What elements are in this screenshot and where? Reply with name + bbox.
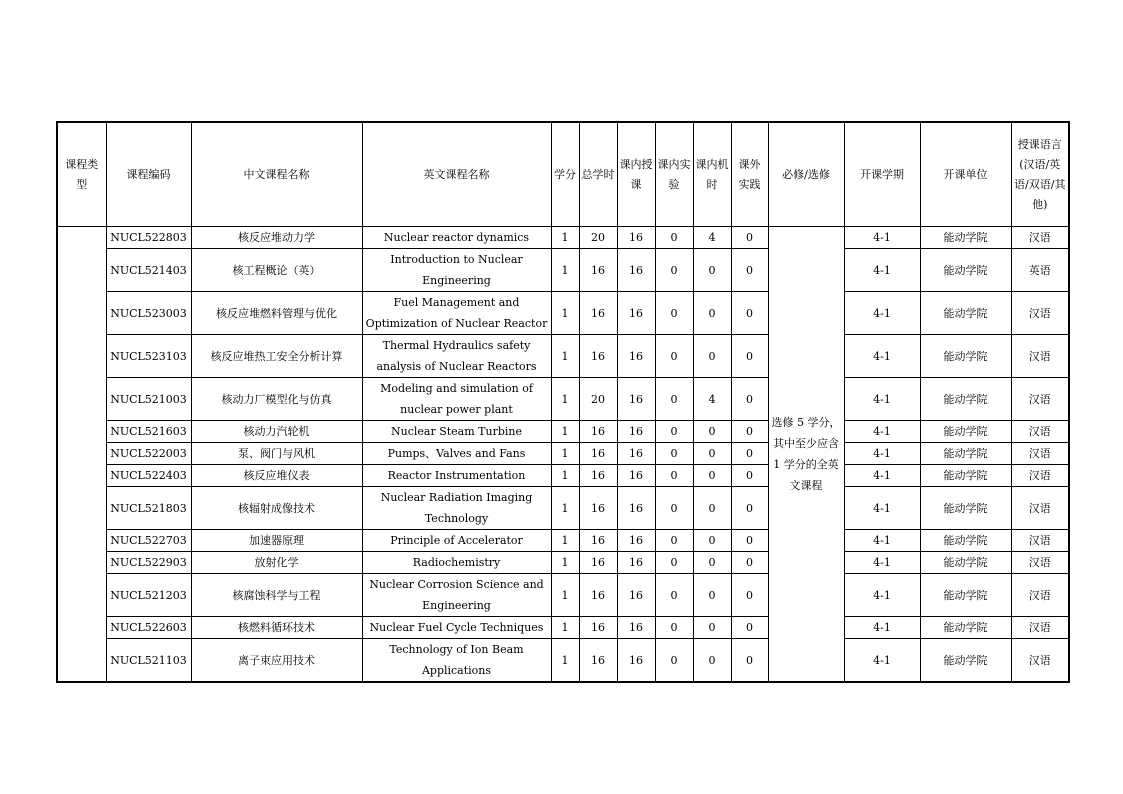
course-language: 汉语 [1011,552,1069,574]
course-code: NUCL522803 [106,227,191,249]
course-lab-hours: 0 [655,443,693,465]
course-lecture-hours: 16 [617,552,655,574]
table-row [57,227,1069,249]
course-lab-hours: 0 [655,487,693,530]
course-lecture-hours: 16 [617,292,655,335]
course-total-hours: 16 [579,421,617,443]
course-practice-hours: 0 [731,465,768,487]
course-semester: 4-1 [844,639,920,683]
course-practice-hours: 0 [731,227,768,249]
course-computer-hours: 0 [693,335,731,378]
course-computer-hours: 0 [693,639,731,683]
course-language: 汉语 [1011,421,1069,443]
course-practice-hours: 0 [731,443,768,465]
course-lab-hours: 0 [655,227,693,249]
course-cn-name: 核工程概论（英） [191,249,362,292]
header-total-hours: 总学时 [579,122,617,227]
course-language: 汉语 [1011,227,1069,249]
course-cn-name: 离子束应用技术 [191,639,362,683]
course-dept: 能动学院 [920,421,1011,443]
course-en-name: Modeling and simulation of nuclear power plant [362,378,551,421]
course-total-hours: 16 [579,552,617,574]
course-cn-name: 放射化学 [191,552,362,574]
course-semester: 4-1 [844,335,920,378]
course-language: 汉语 [1011,335,1069,378]
table-row [57,552,1069,574]
course-practice-hours: 0 [731,378,768,421]
course-code: NUCL521003 [106,378,191,421]
table-row [57,639,1069,683]
course-language: 汉语 [1011,465,1069,487]
course-lab-hours: 0 [655,530,693,552]
course-language: 汉语 [1011,487,1069,530]
course-cn-name: 核腐蚀科学与工程 [191,574,362,617]
course-language: 汉语 [1011,530,1069,552]
course-lab-hours: 0 [655,617,693,639]
table-row [57,421,1069,443]
header-credit: 学分 [551,122,579,227]
course-lecture-hours: 16 [617,617,655,639]
course-en-name: Principle of Accelerator [362,530,551,552]
header-cn-name: 中文课程名称 [191,122,362,227]
header-row [57,122,1069,227]
course-total-hours: 16 [579,530,617,552]
course-en-name: Radiochemistry [362,552,551,574]
course-practice-hours: 0 [731,552,768,574]
course-total-hours: 16 [579,465,617,487]
course-language: 汉语 [1011,292,1069,335]
course-total-hours: 16 [579,335,617,378]
course-lab-hours: 0 [655,249,693,292]
course-semester: 4-1 [844,552,920,574]
course-computer-hours: 0 [693,552,731,574]
course-semester: 4-1 [844,617,920,639]
course-total-hours: 16 [579,617,617,639]
course-dept: 能动学院 [920,249,1011,292]
course-total-hours: 16 [579,487,617,530]
course-dept: 能动学院 [920,292,1011,335]
course-code: NUCL521803 [106,487,191,530]
course-cn-name: 核反应堆动力学 [191,227,362,249]
course-lecture-hours: 16 [617,465,655,487]
table-row [57,530,1069,552]
course-en-name: Nuclear Radiation Imaging Technology [362,487,551,530]
course-semester: 4-1 [844,292,920,335]
course-credit: 1 [551,552,579,574]
course-computer-hours: 0 [693,421,731,443]
course-dept: 能动学院 [920,617,1011,639]
course-lecture-hours: 16 [617,487,655,530]
course-practice-hours: 0 [731,487,768,530]
course-computer-hours: 0 [693,465,731,487]
course-credit: 1 [551,639,579,683]
course-dept: 能动学院 [920,552,1011,574]
course-semester: 4-1 [844,378,920,421]
course-credit: 1 [551,378,579,421]
course-practice-hours: 0 [731,249,768,292]
header-req-type: 必修/选修 [768,122,844,227]
course-language: 汉语 [1011,617,1069,639]
course-practice-hours: 0 [731,292,768,335]
course-practice-hours: 0 [731,617,768,639]
course-credit: 1 [551,227,579,249]
course-en-name: Reactor Instrumentation [362,465,551,487]
course-language: 汉语 [1011,639,1069,683]
course-semester: 4-1 [844,421,920,443]
course-lecture-hours: 16 [617,639,655,683]
course-code: NUCL521103 [106,639,191,683]
table-row [57,443,1069,465]
header-lecture-hours: 课内授课 [617,122,655,227]
header-dept: 开课单位 [920,122,1011,227]
course-credit: 1 [551,421,579,443]
course-lab-hours: 0 [655,335,693,378]
course-code: NUCL521203 [106,574,191,617]
course-total-hours: 16 [579,249,617,292]
course-lecture-hours: 16 [617,249,655,292]
course-en-name: Technology of Ion Beam Applications [362,639,551,683]
course-computer-hours: 4 [693,378,731,421]
course-semester: 4-1 [844,443,920,465]
course-code: NUCL522403 [106,465,191,487]
header-computer-hours: 课内机时 [693,122,731,227]
course-lab-hours: 0 [655,639,693,683]
header-practice-hours: 课外实践 [731,122,768,227]
table-row [57,617,1069,639]
course-computer-hours: 4 [693,227,731,249]
course-lab-hours: 0 [655,465,693,487]
course-table [56,121,1070,683]
course-semester: 4-1 [844,227,920,249]
course-practice-hours: 0 [731,421,768,443]
course-lecture-hours: 16 [617,421,655,443]
course-credit: 1 [551,443,579,465]
course-dept: 能动学院 [920,574,1011,617]
course-en-name: Nuclear Corrosion Science and Engineering [362,574,551,617]
course-semester: 4-1 [844,574,920,617]
course-dept: 能动学院 [920,443,1011,465]
course-dept: 能动学院 [920,487,1011,530]
course-code: NUCL522903 [106,552,191,574]
course-computer-hours: 0 [693,574,731,617]
course-code: NUCL523103 [106,335,191,378]
table-row [57,465,1069,487]
course-cn-name: 核动力厂模型化与仿真 [191,378,362,421]
course-en-name: Pumps、Valves and Fans [362,443,551,465]
course-en-name: Introduction to Nuclear Engineering [362,249,551,292]
course-credit: 1 [551,249,579,292]
header-en-name: 英文课程名称 [362,122,551,227]
course-code: NUCL521603 [106,421,191,443]
course-credit: 1 [551,530,579,552]
table-row [57,378,1069,421]
header-category: 课程类型 [57,122,106,227]
header-semester: 开课学期 [844,122,920,227]
course-credit: 1 [551,335,579,378]
course-cn-name: 核反应堆仪表 [191,465,362,487]
course-lab-hours: 0 [655,421,693,443]
course-language: 汉语 [1011,443,1069,465]
course-semester: 4-1 [844,249,920,292]
course-cn-name: 核辐射成像技术 [191,487,362,530]
elective-requirement-note: 选修 5 学分，其中至少应含 1 学分的全英文课程 [768,227,844,683]
course-dept: 能动学院 [920,530,1011,552]
course-category-cell [57,227,106,683]
course-code: NUCL522603 [106,617,191,639]
course-lecture-hours: 16 [617,574,655,617]
table-row [57,574,1069,617]
course-language: 汉语 [1011,574,1069,617]
course-total-hours: 16 [579,443,617,465]
course-en-name: Nuclear reactor dynamics [362,227,551,249]
course-credit: 1 [551,292,579,335]
course-language: 英语 [1011,249,1069,292]
course-lecture-hours: 16 [617,443,655,465]
course-total-hours: 16 [579,574,617,617]
course-practice-hours: 0 [731,574,768,617]
course-semester: 4-1 [844,530,920,552]
course-total-hours: 20 [579,378,617,421]
course-credit: 1 [551,465,579,487]
course-credit: 1 [551,487,579,530]
course-lecture-hours: 16 [617,530,655,552]
course-computer-hours: 0 [693,249,731,292]
table-row [57,292,1069,335]
course-en-name: Nuclear Fuel Cycle Techniques [362,617,551,639]
course-dept: 能动学院 [920,227,1011,249]
table-row [57,335,1069,378]
course-total-hours: 20 [579,227,617,249]
header-code: 课程编码 [106,122,191,227]
course-lab-hours: 0 [655,574,693,617]
course-credit: 1 [551,574,579,617]
course-code: NUCL522703 [106,530,191,552]
course-code: NUCL522003 [106,443,191,465]
course-computer-hours: 0 [693,617,731,639]
course-total-hours: 16 [579,292,617,335]
course-lab-hours: 0 [655,292,693,335]
course-computer-hours: 0 [693,443,731,465]
course-cn-name: 核动力汽轮机 [191,421,362,443]
course-computer-hours: 0 [693,487,731,530]
course-credit: 1 [551,617,579,639]
course-semester: 4-1 [844,487,920,530]
course-dept: 能动学院 [920,378,1011,421]
course-en-name: Thermal Hydraulics safety analysis of Nuclear Reactors [362,335,551,378]
table-row [57,249,1069,292]
course-en-name: Fuel Management and Optimization of Nuclear Reactor [362,292,551,335]
course-cn-name: 核反应堆燃料管理与优化 [191,292,362,335]
course-lecture-hours: 16 [617,227,655,249]
course-dept: 能动学院 [920,465,1011,487]
course-semester: 4-1 [844,465,920,487]
course-practice-hours: 0 [731,335,768,378]
course-practice-hours: 0 [731,530,768,552]
course-dept: 能动学院 [920,335,1011,378]
course-code: NUCL521403 [106,249,191,292]
course-practice-hours: 0 [731,639,768,683]
table-row [57,487,1069,530]
course-lecture-hours: 16 [617,335,655,378]
course-en-name: Nuclear Steam Turbine [362,421,551,443]
course-total-hours: 16 [579,639,617,683]
course-cn-name: 泵、阀门与风机 [191,443,362,465]
header-lab-hours: 课内实验 [655,122,693,227]
course-lecture-hours: 16 [617,378,655,421]
table-body [57,227,1069,683]
course-cn-name: 加速器原理 [191,530,362,552]
course-dept: 能动学院 [920,639,1011,683]
course-code: NUCL523003 [106,292,191,335]
course-computer-hours: 0 [693,292,731,335]
header-language: 授课语言(汉语/英语/双语/其他) [1011,122,1069,227]
course-cn-name: 核反应堆热工安全分析计算 [191,335,362,378]
course-lab-hours: 0 [655,552,693,574]
course-language: 汉语 [1011,378,1069,421]
course-cn-name: 核燃料循环技术 [191,617,362,639]
course-computer-hours: 0 [693,530,731,552]
course-lab-hours: 0 [655,378,693,421]
